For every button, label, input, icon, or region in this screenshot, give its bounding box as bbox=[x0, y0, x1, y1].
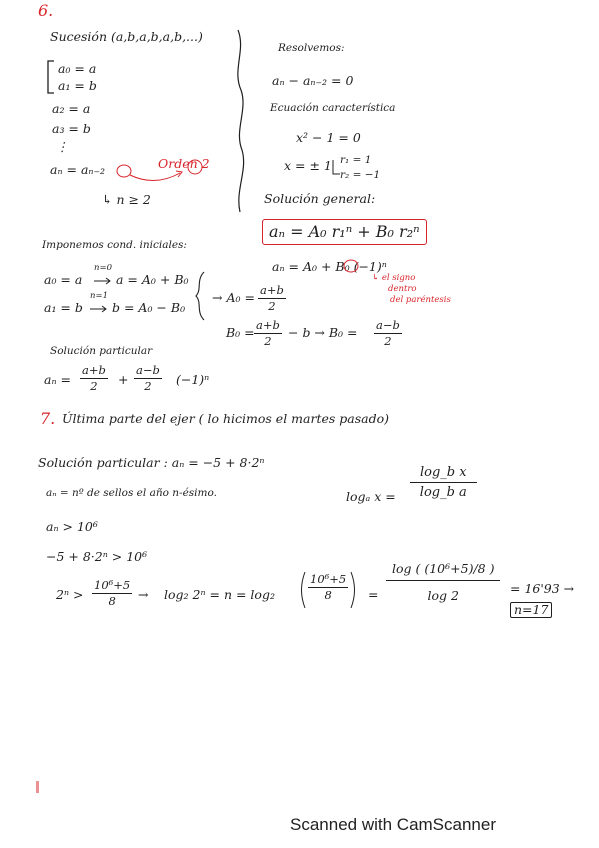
initial-conditions-label: Imponemos cond. iniciales: bbox=[42, 239, 187, 251]
sign-note-2: dentro bbox=[388, 284, 417, 294]
particular-numerator-2: a−b bbox=[136, 363, 160, 377]
order-arrow bbox=[110, 167, 200, 189]
inequality-3-lhs: 2ⁿ > bbox=[56, 587, 84, 602]
roots-arrow bbox=[331, 160, 341, 178]
characteristic-equation-label: Ecuación característica bbox=[270, 102, 396, 114]
term-a2: a₂ = a bbox=[52, 101, 91, 116]
change-of-base-denominator: log_b a bbox=[419, 485, 467, 501]
camscanner-watermark: Scanned with CamScanner bbox=[290, 815, 497, 834]
particular-plus: + bbox=[118, 372, 129, 387]
inequality-2: −5 + 8·2ⁿ > 10⁶ bbox=[46, 549, 148, 564]
inequality-1: aₙ > 10⁶ bbox=[46, 519, 98, 534]
B0-result-denominator: 2 bbox=[384, 333, 392, 348]
final-log-denominator: log 2 bbox=[427, 587, 459, 603]
particular-tail: (−1)ⁿ bbox=[176, 372, 210, 387]
A0-denominator: 2 bbox=[268, 298, 276, 313]
log-fraction-numerator: 10⁶+5 bbox=[310, 572, 347, 586]
inequality-3-fraction bbox=[92, 579, 132, 607]
A0-fraction bbox=[258, 284, 286, 312]
an-definition: aₙ = nº de sellos el año n-ésimo. bbox=[46, 487, 217, 499]
B0-fraction bbox=[254, 319, 282, 347]
cond-a0-rhs: a = A₀ + B₀ bbox=[116, 272, 189, 287]
final-log-fraction bbox=[386, 560, 500, 603]
change-of-base-numerator: log_b x bbox=[410, 466, 477, 483]
root-r2: r₂ = −1 bbox=[340, 169, 381, 181]
characteristic-equation: x² − 1 = 0 bbox=[296, 130, 361, 145]
A0-lhs: → A₀ = bbox=[212, 290, 255, 305]
change-of-base-fraction bbox=[410, 466, 477, 501]
log-step: log₂ 2ⁿ = n = log₂ bbox=[164, 587, 275, 602]
particular-denominator-1: 2 bbox=[90, 378, 98, 393]
particular-fraction-2 bbox=[134, 364, 162, 392]
general-solution-label: Solución general: bbox=[264, 191, 376, 206]
B0-denominator: 2 bbox=[264, 333, 272, 348]
scan-artifact bbox=[36, 781, 39, 793]
A0-numerator: a+b bbox=[260, 283, 284, 297]
n-condition: ↳ n ≥ 2 bbox=[102, 192, 151, 207]
log-fraction-denominator: 8 bbox=[324, 587, 332, 602]
term-a1: a₁ = b bbox=[58, 78, 97, 93]
cond-a0-arrow-label: n=0 bbox=[94, 263, 113, 273]
sign-note-1: ↳ el signo bbox=[372, 273, 416, 283]
B0-lhs: B₀ = bbox=[226, 325, 255, 340]
log-parentheses bbox=[300, 570, 360, 610]
system-brace bbox=[194, 272, 208, 320]
cond-a1-arrow-label: n=1 bbox=[90, 291, 109, 301]
final-log-numerator: log ( (10⁶+5)/8 ) bbox=[386, 560, 500, 581]
B0-middle: − b → B₀ = bbox=[288, 325, 358, 340]
cond-a0-arrow bbox=[94, 277, 112, 285]
section-7-number: 7. bbox=[40, 409, 56, 428]
order-label: Orden 2 bbox=[158, 156, 210, 171]
particular-solution-lhs: aₙ = bbox=[44, 372, 71, 387]
section-divider-brace bbox=[232, 30, 248, 212]
cond-a1-lhs: a₁ = b bbox=[44, 300, 83, 315]
inequality-3-arrow: → bbox=[138, 587, 149, 602]
term-a3: a₃ = b bbox=[52, 121, 91, 136]
particular-fraction-1 bbox=[80, 364, 108, 392]
general-solution-substituted: aₙ = A₀ + B₀ (−1)ⁿ bbox=[272, 259, 387, 274]
term-a0: a₀ = a bbox=[58, 61, 97, 76]
cond-a0-lhs: a₀ = a bbox=[44, 272, 83, 287]
final-answer: n=17 bbox=[510, 602, 552, 618]
inequality-3-numerator: 10⁶+5 bbox=[94, 578, 131, 592]
particular-solution-label: Solución particular bbox=[50, 345, 153, 357]
section-6-number: 6. bbox=[38, 1, 54, 20]
root-r1: r₁ = 1 bbox=[340, 154, 372, 166]
change-of-base-lhs: logₐ x = bbox=[346, 489, 396, 504]
numeric-result: = 16'93 → bbox=[510, 581, 575, 596]
sign-circle bbox=[344, 259, 360, 273]
section-7-title: Última parte del ejer ( lo hicimos el martes pasado) bbox=[62, 411, 389, 426]
cond-a1-rhs: b = A₀ − B₀ bbox=[112, 300, 186, 315]
B0-numerator: a+b bbox=[256, 318, 280, 332]
inequality-3-denominator: 8 bbox=[108, 593, 116, 608]
sign-note-3: del paréntesis bbox=[390, 295, 451, 305]
roots-lhs: x = ± 1 bbox=[284, 158, 332, 173]
recurrence-equation: aₙ − aₙ₋₂ = 0 bbox=[272, 73, 354, 88]
particular-denominator-2: 2 bbox=[144, 378, 152, 393]
cond-a1-arrow bbox=[90, 305, 108, 313]
initial-terms-bracket bbox=[46, 60, 56, 94]
general-term: aₙ = aₙ₋₂ bbox=[50, 162, 106, 177]
equals-sign: = bbox=[368, 587, 379, 602]
resolvemos-label: Resolvemos: bbox=[278, 42, 345, 54]
B0-result-numerator: a−b bbox=[376, 318, 400, 332]
particular-numerator-1: a+b bbox=[82, 363, 106, 377]
section-7-particular-solution: Solución particular : aₙ = −5 + 8·2ⁿ bbox=[38, 455, 265, 470]
vertical-dots: ⋮ bbox=[56, 139, 69, 154]
B0-result-fraction bbox=[374, 319, 402, 347]
sequence-title: Sucesión (a,b,a,b,a,b,...) bbox=[50, 29, 203, 44]
general-solution-box: aₙ = A₀ r₁ⁿ + B₀ r₂ⁿ bbox=[262, 219, 427, 245]
